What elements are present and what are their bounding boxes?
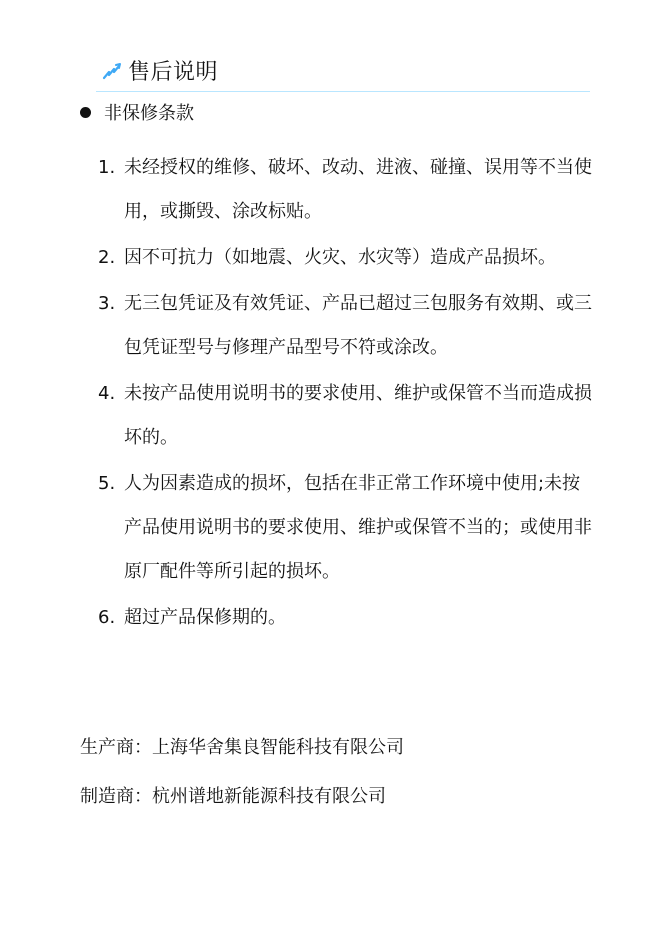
item-text: 超过产品保修期的。	[124, 607, 286, 628]
bullet-icon	[80, 107, 91, 118]
zigzag-arrow-icon	[100, 58, 124, 82]
item-text: 人为因素造成的损坏，包括在非正常工作环境中使用;未按产品使用说明书的要求使用、维护或保管不当的；或使用非原厂配件等所引起的损坏。	[124, 473, 592, 582]
manufacturer-line: 生产商：上海华舍集良智能科技有限公司	[80, 737, 404, 758]
item-number: 5.	[98, 473, 116, 494]
page-title: 售后说明	[128, 59, 219, 85]
item-text: 因不可抗力（如地震、火灾、水灾等）造成产品损坏。	[124, 247, 556, 268]
maker-line: 制造商：杭州谱地新能源科技有限公司	[80, 786, 386, 807]
list-item	[98, 372, 598, 460]
item-number: 3.	[98, 293, 116, 314]
section-title: 非保修条款	[104, 103, 194, 124]
item-text: 未按产品使用说明书的要求使用、维护或保管不当而造成损坏的。	[124, 383, 592, 448]
list-item	[98, 236, 598, 280]
item-number: 6.	[98, 607, 116, 628]
header-divider	[96, 91, 590, 92]
section-header	[100, 50, 218, 90]
terms-list	[98, 146, 598, 642]
item-number: 4.	[98, 383, 116, 404]
list-item	[98, 146, 598, 234]
list-item	[98, 462, 598, 594]
item-text: 未经授权的维修、破坏、改动、进液、碰撞、误用等不当使用，或撕毁、涂改标贴。	[124, 157, 592, 222]
item-number: 1.	[98, 157, 116, 178]
item-number: 2.	[98, 247, 116, 268]
list-item	[98, 596, 598, 640]
list-item	[98, 282, 598, 370]
section-heading	[78, 98, 194, 126]
item-text: 无三包凭证及有效凭证、产品已超过三包服务有效期、或三包凭证型号与修理产品型号不符或涂改。	[124, 293, 592, 358]
